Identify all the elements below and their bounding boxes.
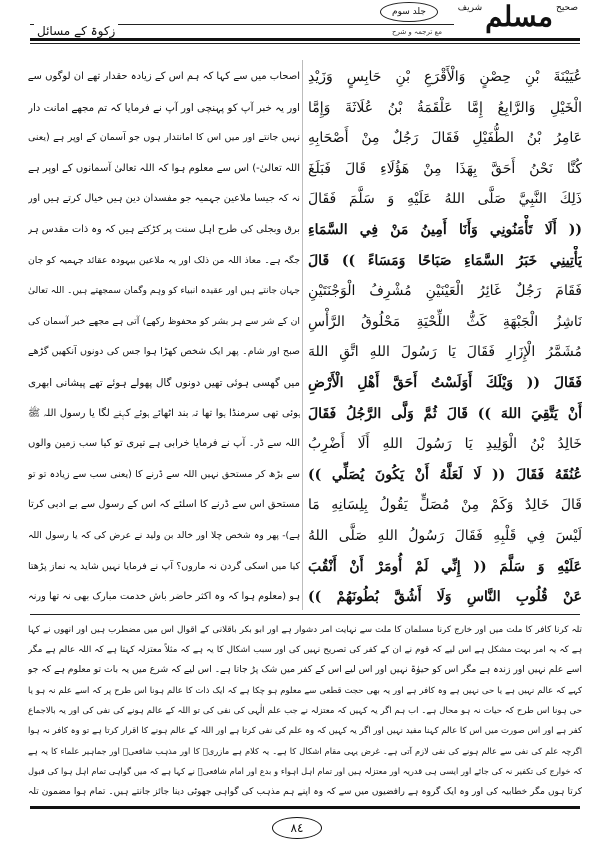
- arabic-text-line: عُنُقَهُ فَقَالَ (( لَا لَعَلَّهُ أَنْ يَكُونَ يُصَلِّي )): [308, 466, 582, 483]
- header-rule-thick: [30, 38, 580, 41]
- arabic-text-column: [308, 62, 582, 613]
- urdu-text-line: نہیں جانتے اور میں اس کا امانتدار ہوں جو آسمان کے اوپر ہے (یعنی: [28, 132, 300, 144]
- urdu-text-line: میں گھسی ہوئی تھیں دونوں گال پھولے ہوئے تھے پیشانی ابھری: [28, 376, 300, 389]
- footnote-line: کہ خوارج کی تکفیر نہ کی جائے اور ایسی ہی قدریہ اور معتزلہ ہیں اور تمام اہل اہواء و بدع اور امام شافعیؒ نے کہا ہے کہ میں گواہی تمام اہل ہوا کی قبول: [28, 766, 582, 777]
- chapter-title: زکوۃ کے مسائل: [34, 24, 118, 38]
- urdu-text-line: ہے)- پھر وہ شخص چلا اور خالد بن ولید نے عرض کی کہ یا رسول اللہ: [28, 529, 300, 541]
- book-title: مسلم: [485, 0, 554, 33]
- arabic-text-line: عُيَيْنَةَ بْنِ حِصْنٍ وَالْأَقْرَعِ بْنِ حَابِسٍ وَزَيْدِ: [308, 69, 582, 85]
- footer-rule: [30, 806, 580, 809]
- urdu-text-line: ہو (معلوم ہوا کہ وہ اکثر حاضر باش خدمت مبارک بھی نہ تھا ورنہ: [28, 591, 300, 603]
- arabic-text-line: عَامِرُ بْنُ الطُّفَيْلِ فَقَالَ رَجُلٌ مِنْ أَصْحَابِهِ: [308, 130, 582, 147]
- arabic-text-line: كُنَّا نَحْنُ أَحَقَّ بِهَذَا مِنْ هَؤُلَاءِ قَالَ فَبَلَغَ: [308, 160, 582, 177]
- arabic-text-line: مُشَمَّرُ الْإِزَارِ فَقَالَ يَا رَسُولَ اللهِ اتَّقِ اللهَ: [308, 344, 582, 361]
- urdu-text-line: سے بڑھ کر مستحق نہیں اللہ سے ڈرنے کا (یعنی سب سے زیادہ تو تو: [28, 468, 300, 480]
- footnote-line: اگرچہ علم کی نفی سے عالم ہونے کی نفی لازم آتی ہے۔ غرض یہی مقام اشکال کا ہے۔ یہ کلام ہے مازریؒ کا اور مذہب شافعیؒ اور جماہیر علماء کا یہ ہے: [28, 746, 582, 757]
- urdu-text-line: جگہ ہے۔ معاذ اللہ من ذلک اور یہ ملاعین بیہودہ عقائد جہمیہ کو جان: [28, 254, 300, 266]
- volume-badge: جلد سوم: [380, 2, 438, 22]
- arabic-text-line: يَأْتِينِي خَبَرُ السَّمَاءِ صَبَاحًا وَمَسَاءً )) قَالَ: [308, 252, 582, 269]
- urdu-translation-column: [28, 62, 300, 613]
- arabic-text-line: قَالَ خَالِدٌ وَكَمْ مِنْ مُصَلٍّ يَقُولُ بِلِسَانِهِ مَا: [308, 497, 582, 514]
- footnote-line: ہے کہ یہ امر بہت مشکل ہے اس لیے کہ قوم نے ان کے کفر کی تصریح نہیں کی اور سبب اشکال کا یہ ہے کہ مثلاً معتزلہ کہتا ہے کہ اللہ عالم ہے مگر: [28, 645, 582, 656]
- header-rule-thin-lower: [30, 43, 580, 44]
- urdu-text-line: جہان جانتے ہیں اور عقیدہ انبیاء کو وہم وگمان سمجھتے ہیں۔ اللہ تعالیٰ: [28, 286, 300, 297]
- footnote-line: اسے علم نہیں اور زندہ ہے مگر اس کو حیوٰۃ نہیں اور اس لیے اس کے کفر میں شک پڑ جاتا ہے۔ اس لیے کہ شرع میں یہ بات تو معلوم ہے کہ جو: [28, 664, 582, 676]
- arabic-text-line: فَقَامَ رَجُلٌ غَائِرُ الْعَيْنَيْنِ مُشْرِفُ الْوَجْنَتَيْنِ: [308, 283, 582, 300]
- footnote-separator: [30, 614, 580, 615]
- urdu-text-line: اللہ تعالیٰ-) اس سے معلوم ہوا کہ اللہ تعالیٰ آسمانوں کے اوپر ہے: [28, 162, 300, 174]
- arabic-text-line: (( أَلَا تَأْمَنُونِي وَأَنَا أَمِينُ مَنْ فِي السَّمَاءِ: [308, 221, 582, 238]
- urdu-text-line: اور یہ خبر آپ کو پہنچی اور آپ نے فرمایا کہ تم مجھے امانت دار: [28, 101, 300, 114]
- footnote-line: کفر ہے اور اس صورت میں اس کا عالم کہنا مفید نہیں اور اگر یہ کہیں کہ وہ علم کی نفی کرتا ہے اور اللہ کے عالم ہونے کا اقرار کرتا ہے تو وہ کافر نہ ہوا: [28, 725, 582, 736]
- urdu-text-line: ہوئی تھی سرمنڈا ہوا تھا تہ بند اٹھائے ہوئے کہنے لگا یا رسول اللہ ﷺ: [28, 407, 300, 419]
- arabic-text-line: لَيْسَ فِي قَلْبِهِ فَقَالَ رَسُولُ اللهِ صَلَّى اللهُ: [308, 527, 582, 544]
- arabic-text-line: فَقَالَ (( وَيْلَكَ أَوَلَسْتُ أَحَقَّ أَهْلِ الْأَرْضِ: [308, 374, 582, 391]
- footnote-line: کرتا ہوں مگر خطابیہ کی اور وہ ایک گروہ ہے رافضیوں میں سے کہ وہ اپنے ہم مذہب کی گواہی جھوٹی دینا جائز جانتے ہیں۔ تمام ہوا مضمون تلہ: [28, 786, 582, 797]
- urdu-text-line: برق وبجلی کی طرح اہل سنت پر کڑکتے ہیں کہ وہ ذات مقدس ہر: [28, 223, 300, 235]
- translator-seal: مع ترجمہ و شرح: [372, 27, 462, 37]
- arabic-text-line: أَنْ يَتَّقِيَ اللهَ )) قَالَ ثُمَّ وَلَّى الرَّجُلُ فَقَالَ: [308, 405, 582, 422]
- footnote-line: تلہ کرنا کافر کا ملت میں اور خارج کرنا مسلمان کا ملت سے نہایت امر دشوار ہے اور ابو بکر باقلانی کے اقوال اس میں مضطرب ہیں اور انھوں نے کہا: [28, 625, 582, 635]
- arabic-text-line: خَالِدُ بْنُ الْوَلِيدِ يَا رَسُولَ اللهِ أَلَا أَضْرِبُ: [308, 436, 582, 453]
- book-title-prefix: صحیح: [556, 3, 578, 13]
- book-title-logo: [454, 0, 582, 34]
- urdu-text-line: اصحاب میں سے کہا کہ ہم اس کے زیادہ حقدار تھے ان لوگوں سے: [28, 71, 300, 82]
- footnote-line: حی ہونا اس طرح کہ حیات نہ ہو محال ہے۔ اب ہم اگر یہ کہیں کہ معتزلہ نے جب علم الٰہی کی نفی کی تو اللہ کے عالم ہونے کی نفی کی اور یہ بالاجماع: [28, 705, 582, 716]
- arabic-text-line: ذَلِكَ النَّبِيَّ صَلَّى اللهُ عَلَيْهِ وَ سَلَّمَ فَقَالَ: [308, 191, 582, 208]
- column-divider: [302, 60, 303, 610]
- arabic-text-line: عَنْ قُلُوبِ النَّاسِ وَلَا أَشُقَّ بُطُونَهُمْ )): [308, 589, 582, 606]
- page-number: ٨٤: [272, 817, 322, 839]
- book-title-suffix: شریف: [457, 3, 483, 13]
- arabic-text-line: نَاشِزُ الْجَبْهَةِ كَثُّ اللِّحْيَةِ مَحْلُوقُ الرَّأْسِ: [308, 313, 582, 330]
- arabic-text-line: عَلَيْهِ وَ سَلَّمَ (( إِنِّي لَمْ أُومَرْ أَنْ أَنْقُبَ: [308, 558, 582, 575]
- urdu-text-line: اللہ سے ڈر۔ آپ نے فرمایا خرابی ہے تیری تو کیا سب زمین والوں: [28, 438, 300, 450]
- footnote-line: کہے کہ عالم نہیں ہے یا حی نہیں ہے وہ کافر ہے اور یہ بھی حجت قطعی سے معلوم ہو چکا ہے کہ ایک ذات کا عالم ہونا اس طرح پر کہ اسے علم نہ ہو یا: [28, 685, 582, 696]
- urdu-text-line: نہ کہ جیسا ملاعین جہمیہ جو مفسدان دین ہیں خیال کرتے ہیں اور: [28, 193, 300, 205]
- urdu-text-line: مستحق اس سے ڈرنے کا اسلئے کہ اس کے رسول سے بے ادبی کرتا: [28, 499, 300, 511]
- urdu-text-line: کیا میں اسکی گردن نہ ماروں؟ آپ نے فرمایا نہیں شاید یہ نماز پڑھتا: [28, 560, 300, 572]
- footnote-block: [28, 620, 582, 802]
- urdu-text-line: صبح اور شام۔ پھر ایک شخص کھڑا ہوا جس کی دونوں آنکھیں گڑھے: [28, 346, 300, 358]
- arabic-text-line: الْخَيْلِ وَالرَّابِعُ إِمَّا عَلْقَمَةُ بْنُ عُلَاثَةَ وَإِمَّا: [308, 99, 582, 116]
- urdu-text-line: ان کے شر سے ہر بشر کو محفوظ رکھے) آتی ہے مجھے خبر آسمان کی: [28, 315, 300, 327]
